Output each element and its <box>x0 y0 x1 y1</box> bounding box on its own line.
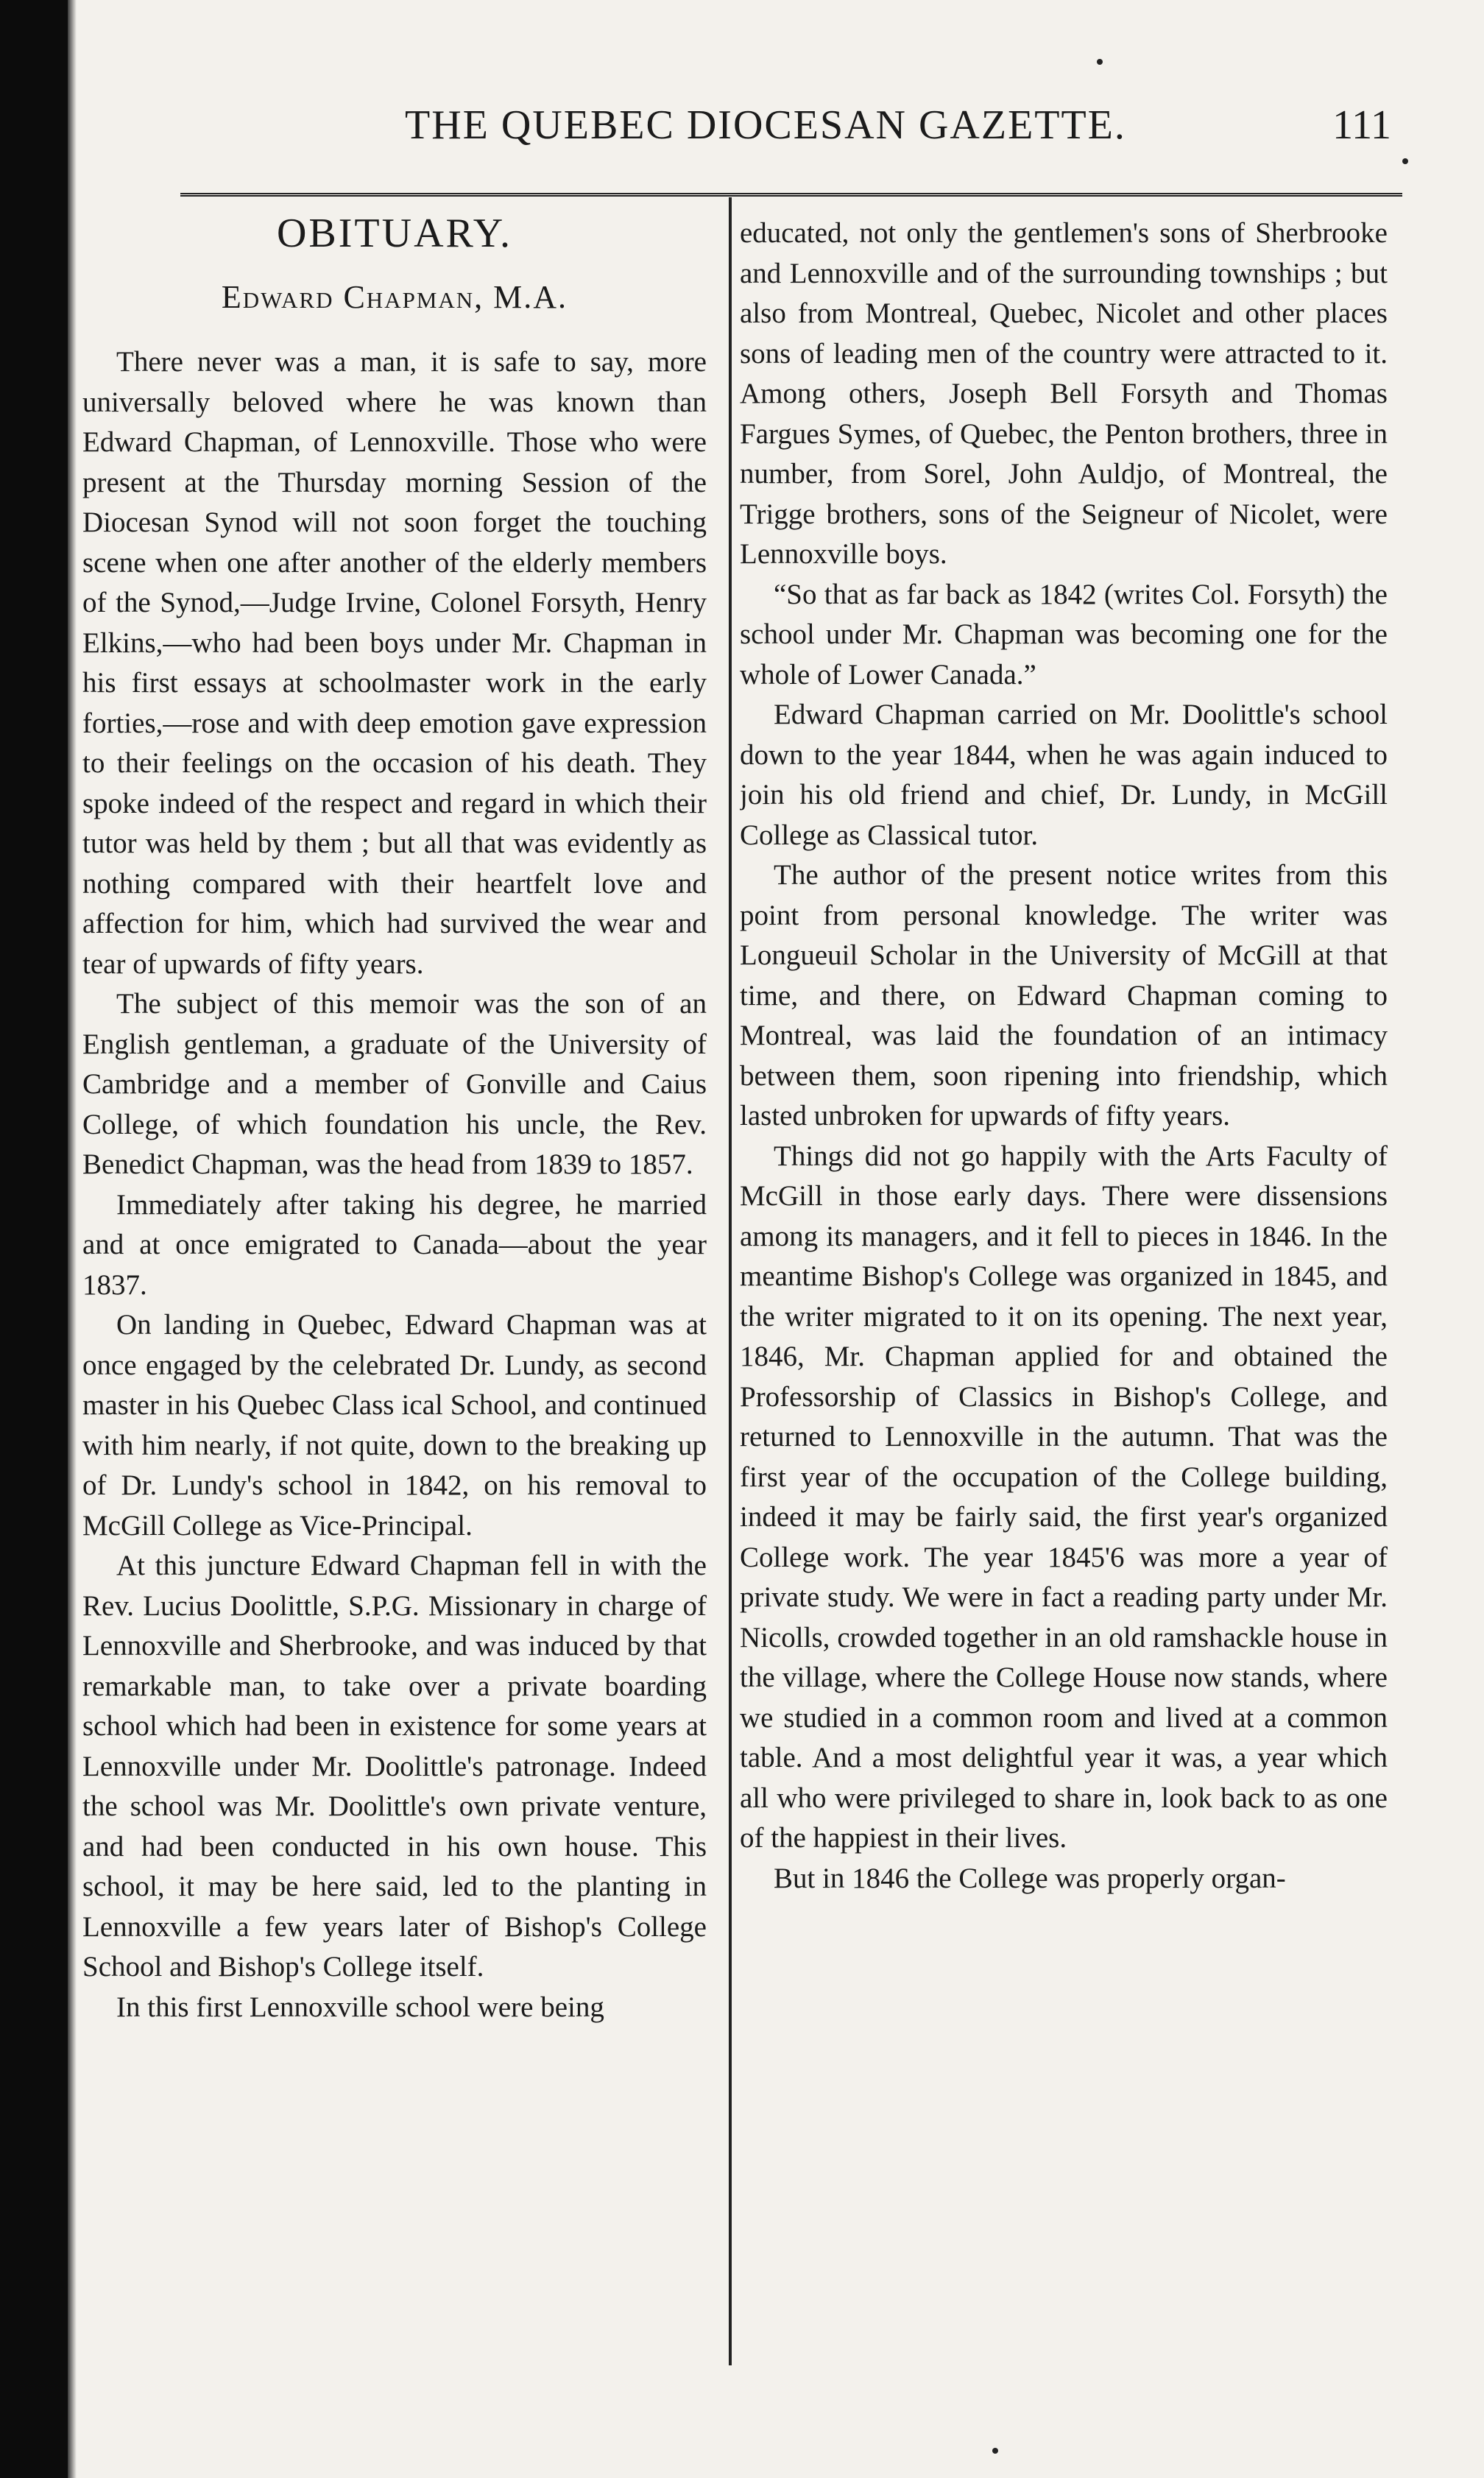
paragraph: The subject of this memoir was the son of an English gentleman, a graduate of the University of Cambridge and a member of Gonville and Caius College, of which foundation his uncle, the Rev. Benedict Chapman, was the head from 1839 to 1857. <box>82 988 707 1180</box>
column-divider <box>729 197 732 2365</box>
paragraph: Edward Chapman carried on Mr. Doolittle's school down to the year 1844, when he was again induced to join his old friend and chief, Dr. Lundy, in McGill College as Classical tutor. <box>740 699 1388 851</box>
paragraph: There never was a man, it is safe to say, more universally beloved where he was known than Edward Chapman, of Lennoxville. Those who were present at the Thursday morning Session of the Diocesan Synod will not soon forget the touching scene when one after another of the elderly members of the Synod,—Judge Irvine, Colonel Forsyth, Henry Elkins,—who had been boys under Mr. Chapman in his first essays at schoolmaster work in the early forties,—rose and with deep emotion gave expression to their feelings on the occasion of his death. They spoke indeed of the respect and regard in which their tutor was held by them ; but all that was evidently as nothing compared with their heartfelt love and affection for him, which had survived the wear and tear of upwards of fifty years. <box>82 346 707 980</box>
paragraph: In this first Lennoxville school were being <box>116 1991 604 2023</box>
gazette-title: THE QUEBEC DIOCESAN GAZETTE. <box>405 102 1126 148</box>
paragraph: On landing in Quebec, Edward Chapman was at once engaged by the celebrated Dr. Lundy, as second master in his Quebec Class ical School, and continued with him nearly, if not quite, down to the breaking up of Dr. Lundy's school in 1842, on his removal to McGill College as Vice-Principal. <box>82 1309 707 1542</box>
print-speck <box>1402 158 1408 164</box>
print-speck <box>992 2448 998 2454</box>
print-speck <box>1097 59 1103 65</box>
right-column <box>740 213 1388 2385</box>
paragraph: The author of the present notice writes from this point from personal knowledge. The writer was Longueuil Scholar in the University of McGill at that time, and there, on Edward Chapman coming to Montreal, was laid the foundation of an intimacy between them, soon ripening into friendship, which lasted unbroken for upwards of fifty years. <box>740 859 1388 1132</box>
obituary-subject-name: Edward Chapman, M.A. <box>221 278 568 315</box>
paragraph: At this juncture Edward Chapman fell in with the Rev. Lucius Doolittle, S.P.G. Missionary in charge of Lennoxville and Sherbrooke, and was induced by that remarkable man, to take over a private boarding school which had been in existence for some years at Lennoxville under Mr. Doolittle's patronage. Indeed the school was Mr. Doolittle's own private venture, and had been conducted in his own house. This school, it may be here said, led to the planting in Lennoxville a few years later of Bishop's College School and Bishop's College itself. <box>82 1550 707 1983</box>
section-title: OBITUARY. <box>276 213 512 256</box>
book-spine-shadow <box>0 0 68 2478</box>
paragraph: Immediately after taking his degree, he married and at once emigrated to Canada—about the year 1837. <box>82 1188 707 1301</box>
paragraph: Things did not go happily with the Arts Faculty of McGill in those early days. There were dissensions among its managers, and it fell to pieces in 1846. In the meantime Bishop's College was organized in 1845, and the writer migrated to it on its opening. The next year, 1846, Mr. Chapman applied for and obtained the Professorship of Classics in Bishop's College, and returned to Lennoxville in the autumn. That was the first year of the occupation of the College building, indeed it may be fairly said, the first year's organized College work. The year 1845'6 was more a year of private study. We were in fact a reading party under Mr. Nicolls, crowded together in an old ramshackle house in the village, where the College House now stands, where we studied in a common room and lived at a common table. And a most delightful year it was, a year which all who were privileged to share in, look back to as one of the happiest in their lives. <box>740 1140 1388 1854</box>
paragraph: “So that as far back as 1842 (writes Col. Forsyth) the school under Mr. Chapman was becoming one for the whole of Lower Canada.” <box>740 578 1388 691</box>
paragraph: But in 1846 the College was properly organ- <box>774 1862 1286 1894</box>
page-number: 111 <box>1332 102 1391 148</box>
left-column <box>82 213 707 2385</box>
page-header <box>110 88 1406 177</box>
paragraph-continuation: educated, not only the gentlemen's sons of Sherbrooke and Lennoxville and of the surrounding townships ; but also from Montreal, Quebec, Nicolet and other places sons of leading men of the country were attracted to it. Among others, Joseph Bell Forsyth and Thomas Fargues Symes, of Quebec, the Penton brothers, three in number, from Sorel, John Auldjo, of Montreal, the Trigge brothers, sons of the Seigneur of Nicolet, were Lennoxville boys. <box>740 217 1388 570</box>
header-rule <box>180 193 1402 197</box>
spine-edge <box>68 0 77 2478</box>
